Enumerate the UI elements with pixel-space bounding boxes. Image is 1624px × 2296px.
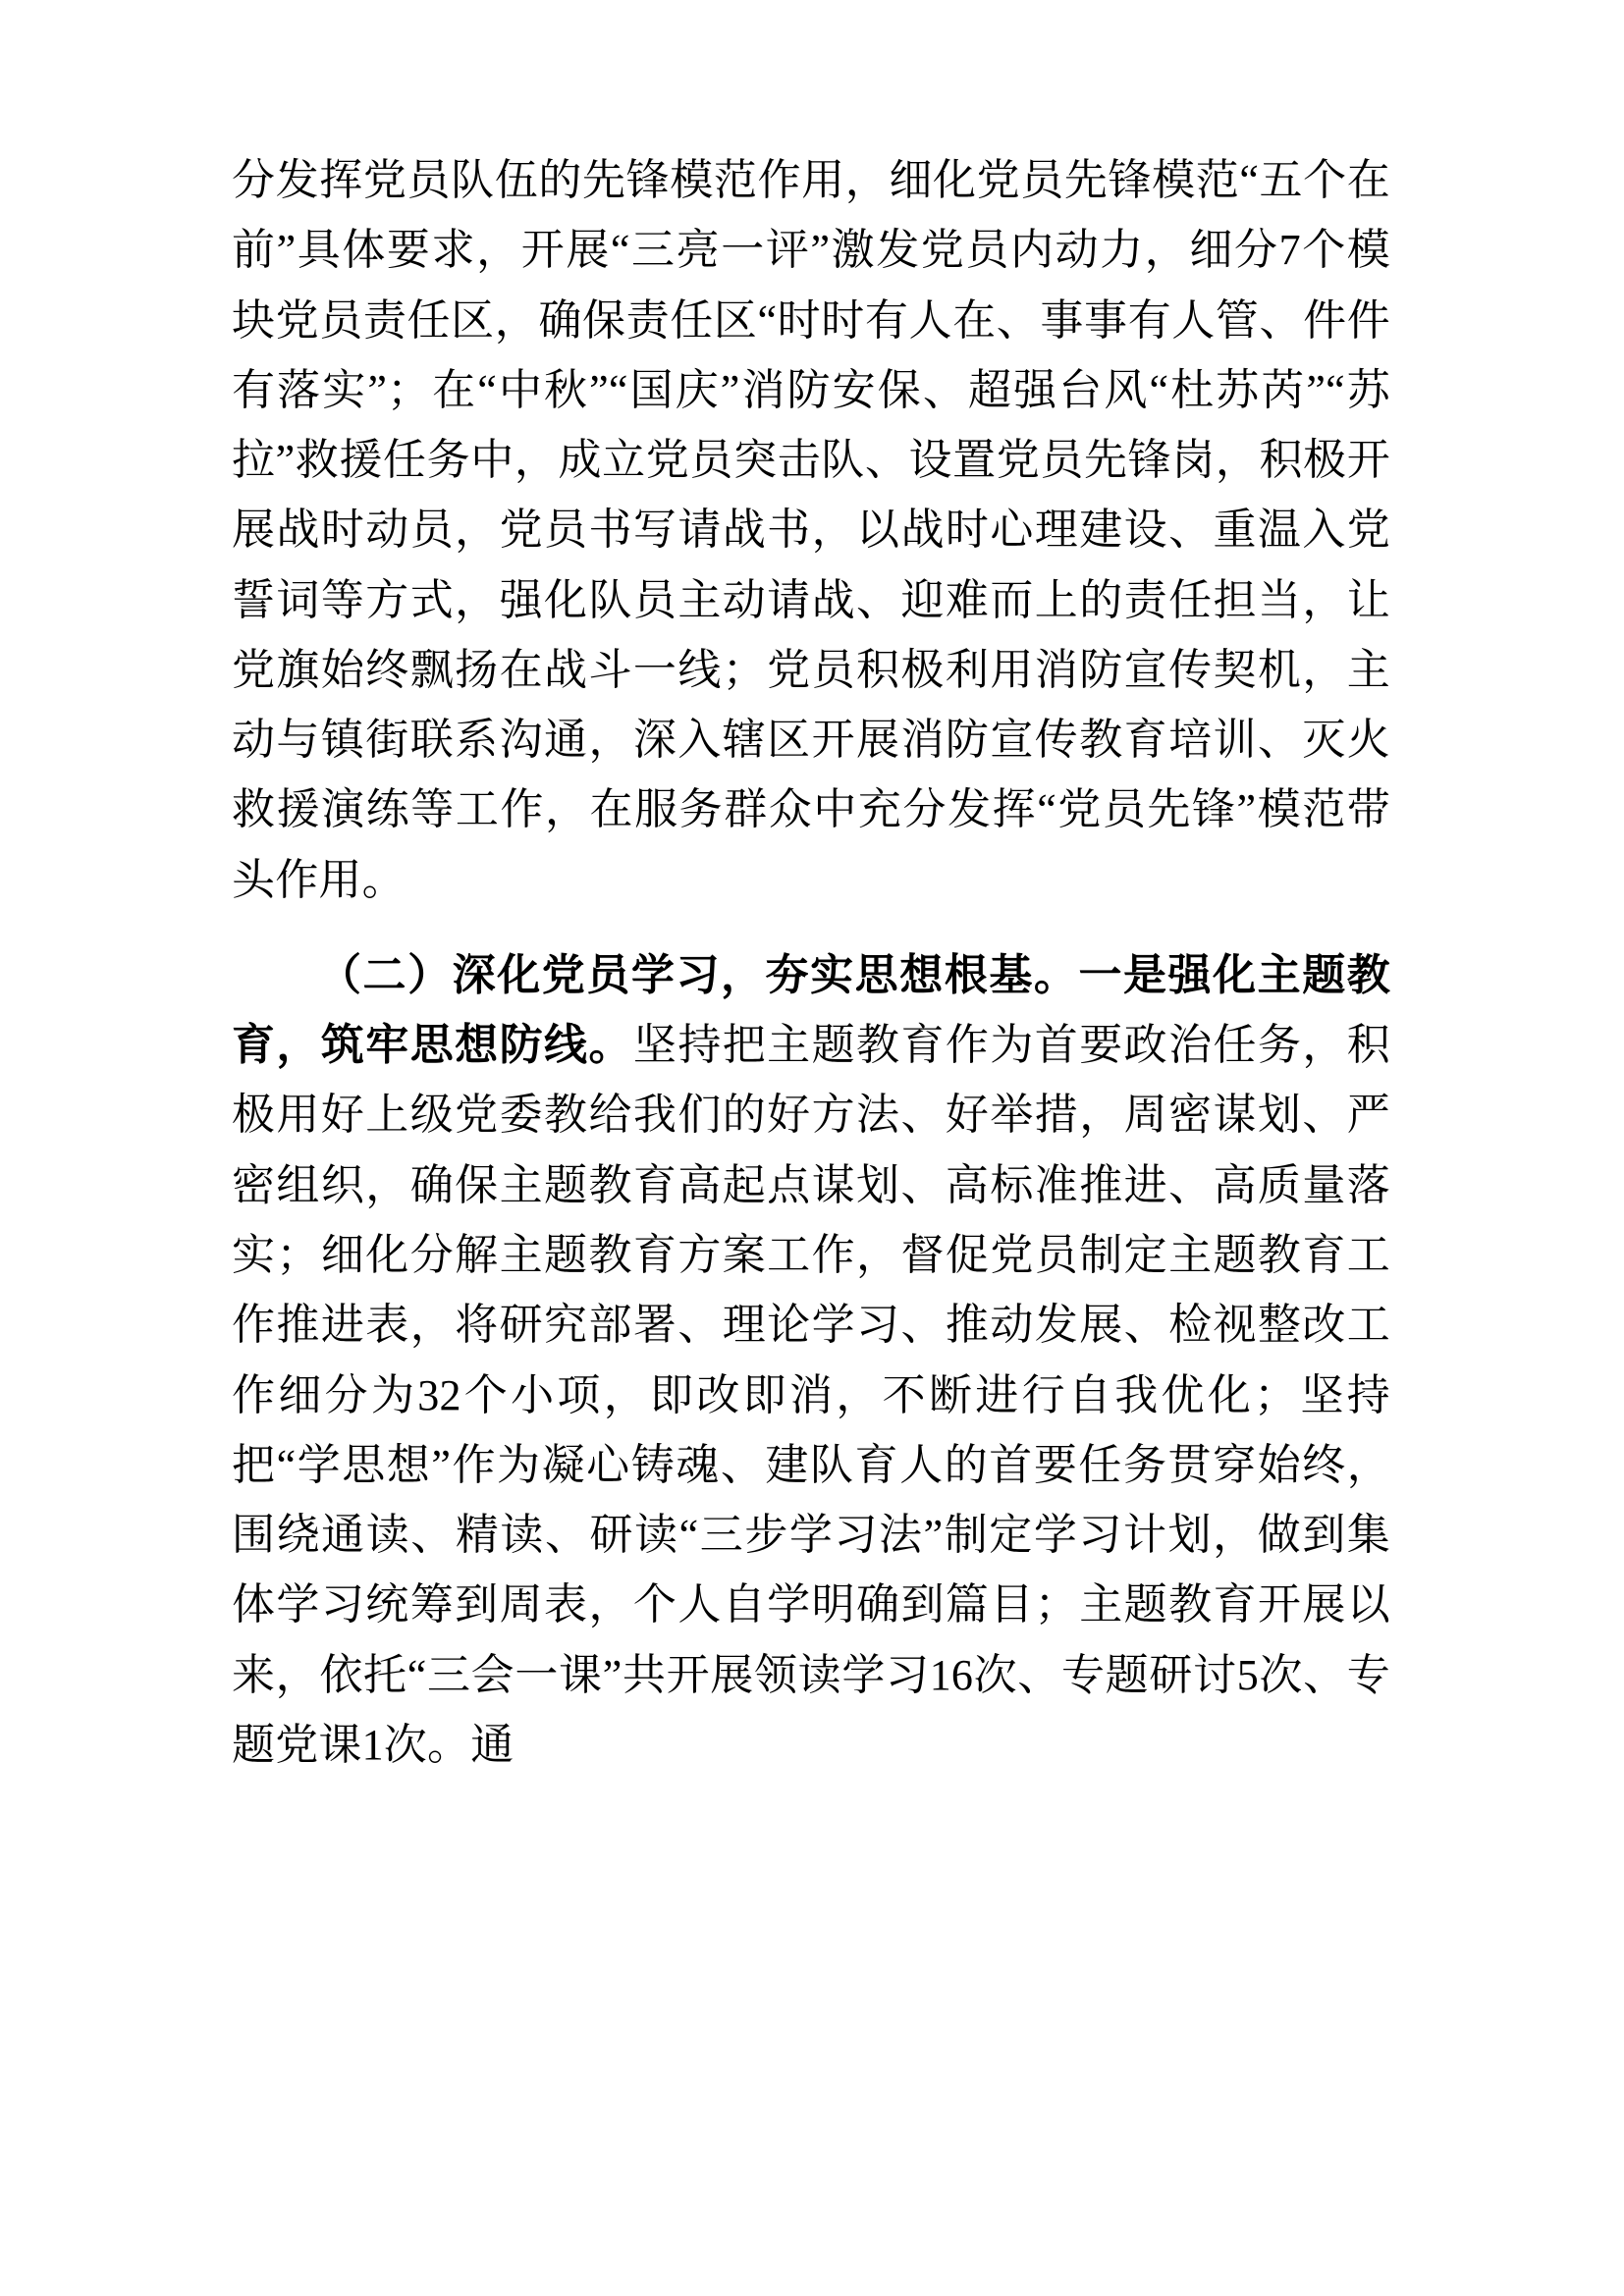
document-body bbox=[232, 145, 1390, 1780]
paragraph-continued bbox=[232, 145, 1390, 915]
paragraph-text: 分发挥党员队伍的先锋模范作用，细化党员先锋模范“五个在前”具体要求，开展“三亮一评”激发党员内动力，细分7个模块党员责任区，确保责任区“时时有人在、事事有人管、件件有落实”；在“中秋”“国庆”消防安保、超强台风“杜苏芮”“苏拉”救援任务中，成立党员突击队、设置党员先锋岗，积极开展战时动员，党员书写请战书，以战时心理建设、重温入党誓词等方式，强化队员主动请战、迎难而上的责任担当，让党旗始终飘扬在战斗一线；党员积极利用消防宣传契机，主动与镇街联系沟通，深入辖区开展消防宣传教育培训、灭火救援演练等工作，在服务群众中充分发挥“党员先锋”模范带头作用。 bbox=[232, 156, 1390, 904]
paragraph-body-run: 坚持把主题教育作为首要政治任务，积极用好上级党委教给我们的好方法、好举措，周密谋划、严密组织，确保主题教育高起点谋划、高标准推进、高质量落实；细化分解主题教育方案工作，督促党员制定主题教育工作推进表，将研究部署、理论学习、推动发展、检视整改工作细分为32个小项，即改即消，不断进行自我优化；坚持把“学思想”作为凝心铸魂、建队育人的首要任务贯穿始终，围绕通读、精读、研读“三步学习法”制定学习计划，做到集体学习统筹到周表，个人自学明确到篇目；主题教育开展以来，依托“三会一课”共开展领读学习16次、专题研讨5次、专题党课1次。通 bbox=[232, 1021, 1390, 1769]
paragraph-heading-run: （二）深化党员学习，夯实思想根基。一是强化主题教育，筑牢思想防线。 bbox=[232, 950, 1390, 1070]
paragraph-section-two bbox=[232, 940, 1390, 1780]
